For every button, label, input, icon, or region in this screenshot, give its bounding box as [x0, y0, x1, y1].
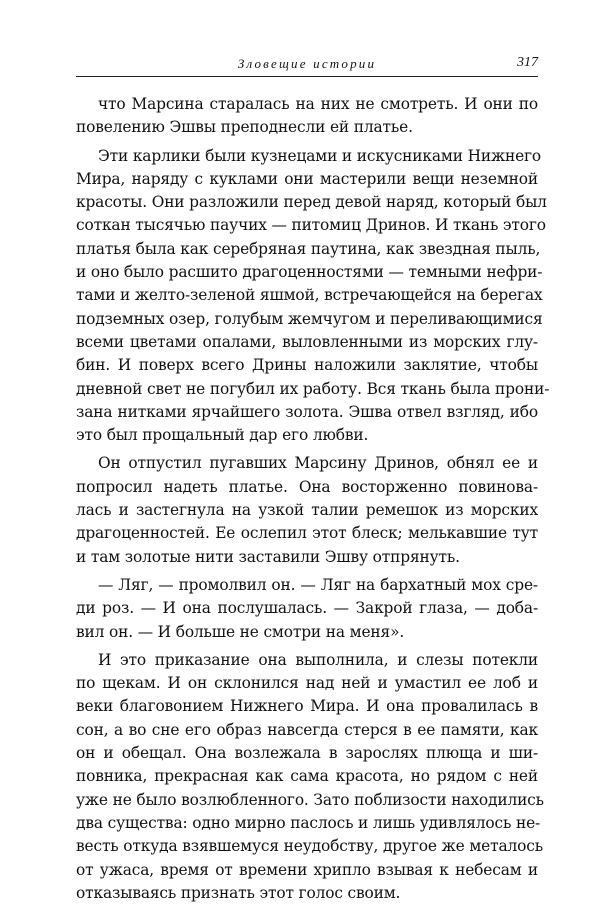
paragraph [76, 452, 538, 568]
running-header [76, 50, 538, 77]
text-line: — Ляг, — промолвил он. — Ляг на бархатный мох сре- [98, 575, 538, 594]
text-line: весть откуда взявшемуся неудобству, другое же металось [76, 837, 543, 856]
text-line: ди роз. — И она послушалась. — Закрой глаза, — доба- [76, 599, 538, 618]
text-line: два существа: одно мирно паслось и лишь удивлялось не- [76, 813, 541, 832]
text-line: это был прощальный дар его любви. [76, 426, 369, 445]
text-line: отказываясь признать этот голос своим. [76, 883, 401, 902]
text-line: всеми цветами опалами, выловленными из морских глу- [76, 332, 538, 351]
paragraph [76, 145, 550, 448]
text-line: по щекам. И он склонился над ней и умастил ее лоб и [76, 674, 538, 693]
text-line: и оно было расшито драгоценностями — темными нефри- [76, 263, 543, 282]
text-line: веки благовонием Нижнего Мира. И она провалилась в [76, 697, 538, 716]
text-line: повника, прекрасная как сама красота, но рядом с ней [76, 767, 538, 786]
text-line: бин. И поверх всего Дрины наложили заклятие, чтобы [76, 356, 538, 375]
text-line: Он отпустил пугавших Марсину Дринов, обнял ее и [98, 454, 538, 473]
text-line: сон, а во сне его образ навсегда стерся в ее памяти, как [76, 720, 538, 739]
text-line: дневной свет не погубил их работу. Вся ткань была прони- [76, 379, 550, 398]
paragraph [76, 93, 538, 140]
text-line: он и обещал. Она возлежала в зарослях плюща и ши- [76, 744, 538, 763]
text-line: И это приказание она выполнила, и слезы потекли [98, 650, 538, 669]
text-line: что Марсина старалась на них не смотреть. И они по [98, 95, 538, 113]
text-line: соткан тысячью паучих — питомиц Дринов. И ткань этого [76, 216, 546, 235]
text-line: лась и застегнула на узкой талии ремешок из морских [76, 501, 538, 520]
text-line: уже не было возлюбленного. Зато поблизости находились [76, 790, 544, 809]
text-line: Эти карлики были кузнецами и искусниками Нижнего [98, 146, 542, 165]
body-text [76, 93, 550, 905]
paragraph [76, 649, 544, 905]
text-line: платья была как серебряная паутина, как звездная пыль, [76, 239, 541, 258]
text-line: Мира, наряду с куклами они мастерили вещи неземной [76, 169, 538, 188]
text-line: вил он. — И больше не смотри на меня». [76, 622, 405, 641]
text-line: от ужаса, время от времени хрипло взывая к небесам и [76, 860, 538, 879]
running-title: Зловещие истории [237, 56, 377, 71]
text-line: повелению Эшвы преподнесли ей платье. [76, 118, 413, 137]
book-page [76, 50, 550, 905]
paragraph [76, 574, 538, 644]
text-line: драгоценностей. Ее ослепил этот блеск; мелькавшие тут [76, 524, 538, 543]
text-line: красоты. Они разложили перед девой наряд, который был [76, 193, 547, 212]
text-line: попросил надеть платье. Она восторженно повинова- [76, 477, 538, 496]
text-line: зана нитками ярчайшего золота. Эшва отвел взгляд, ибо [76, 402, 538, 421]
text-line: подземных озер, голубым жемчугом и переливающимися [76, 309, 543, 328]
page-number: 317 [517, 55, 538, 70]
text-line: и там золотые нити заставили Эшву отпрянуть. [76, 547, 460, 566]
text-line: тами и желто-зеленой яшмой, встречающейся на берегах [76, 286, 543, 305]
